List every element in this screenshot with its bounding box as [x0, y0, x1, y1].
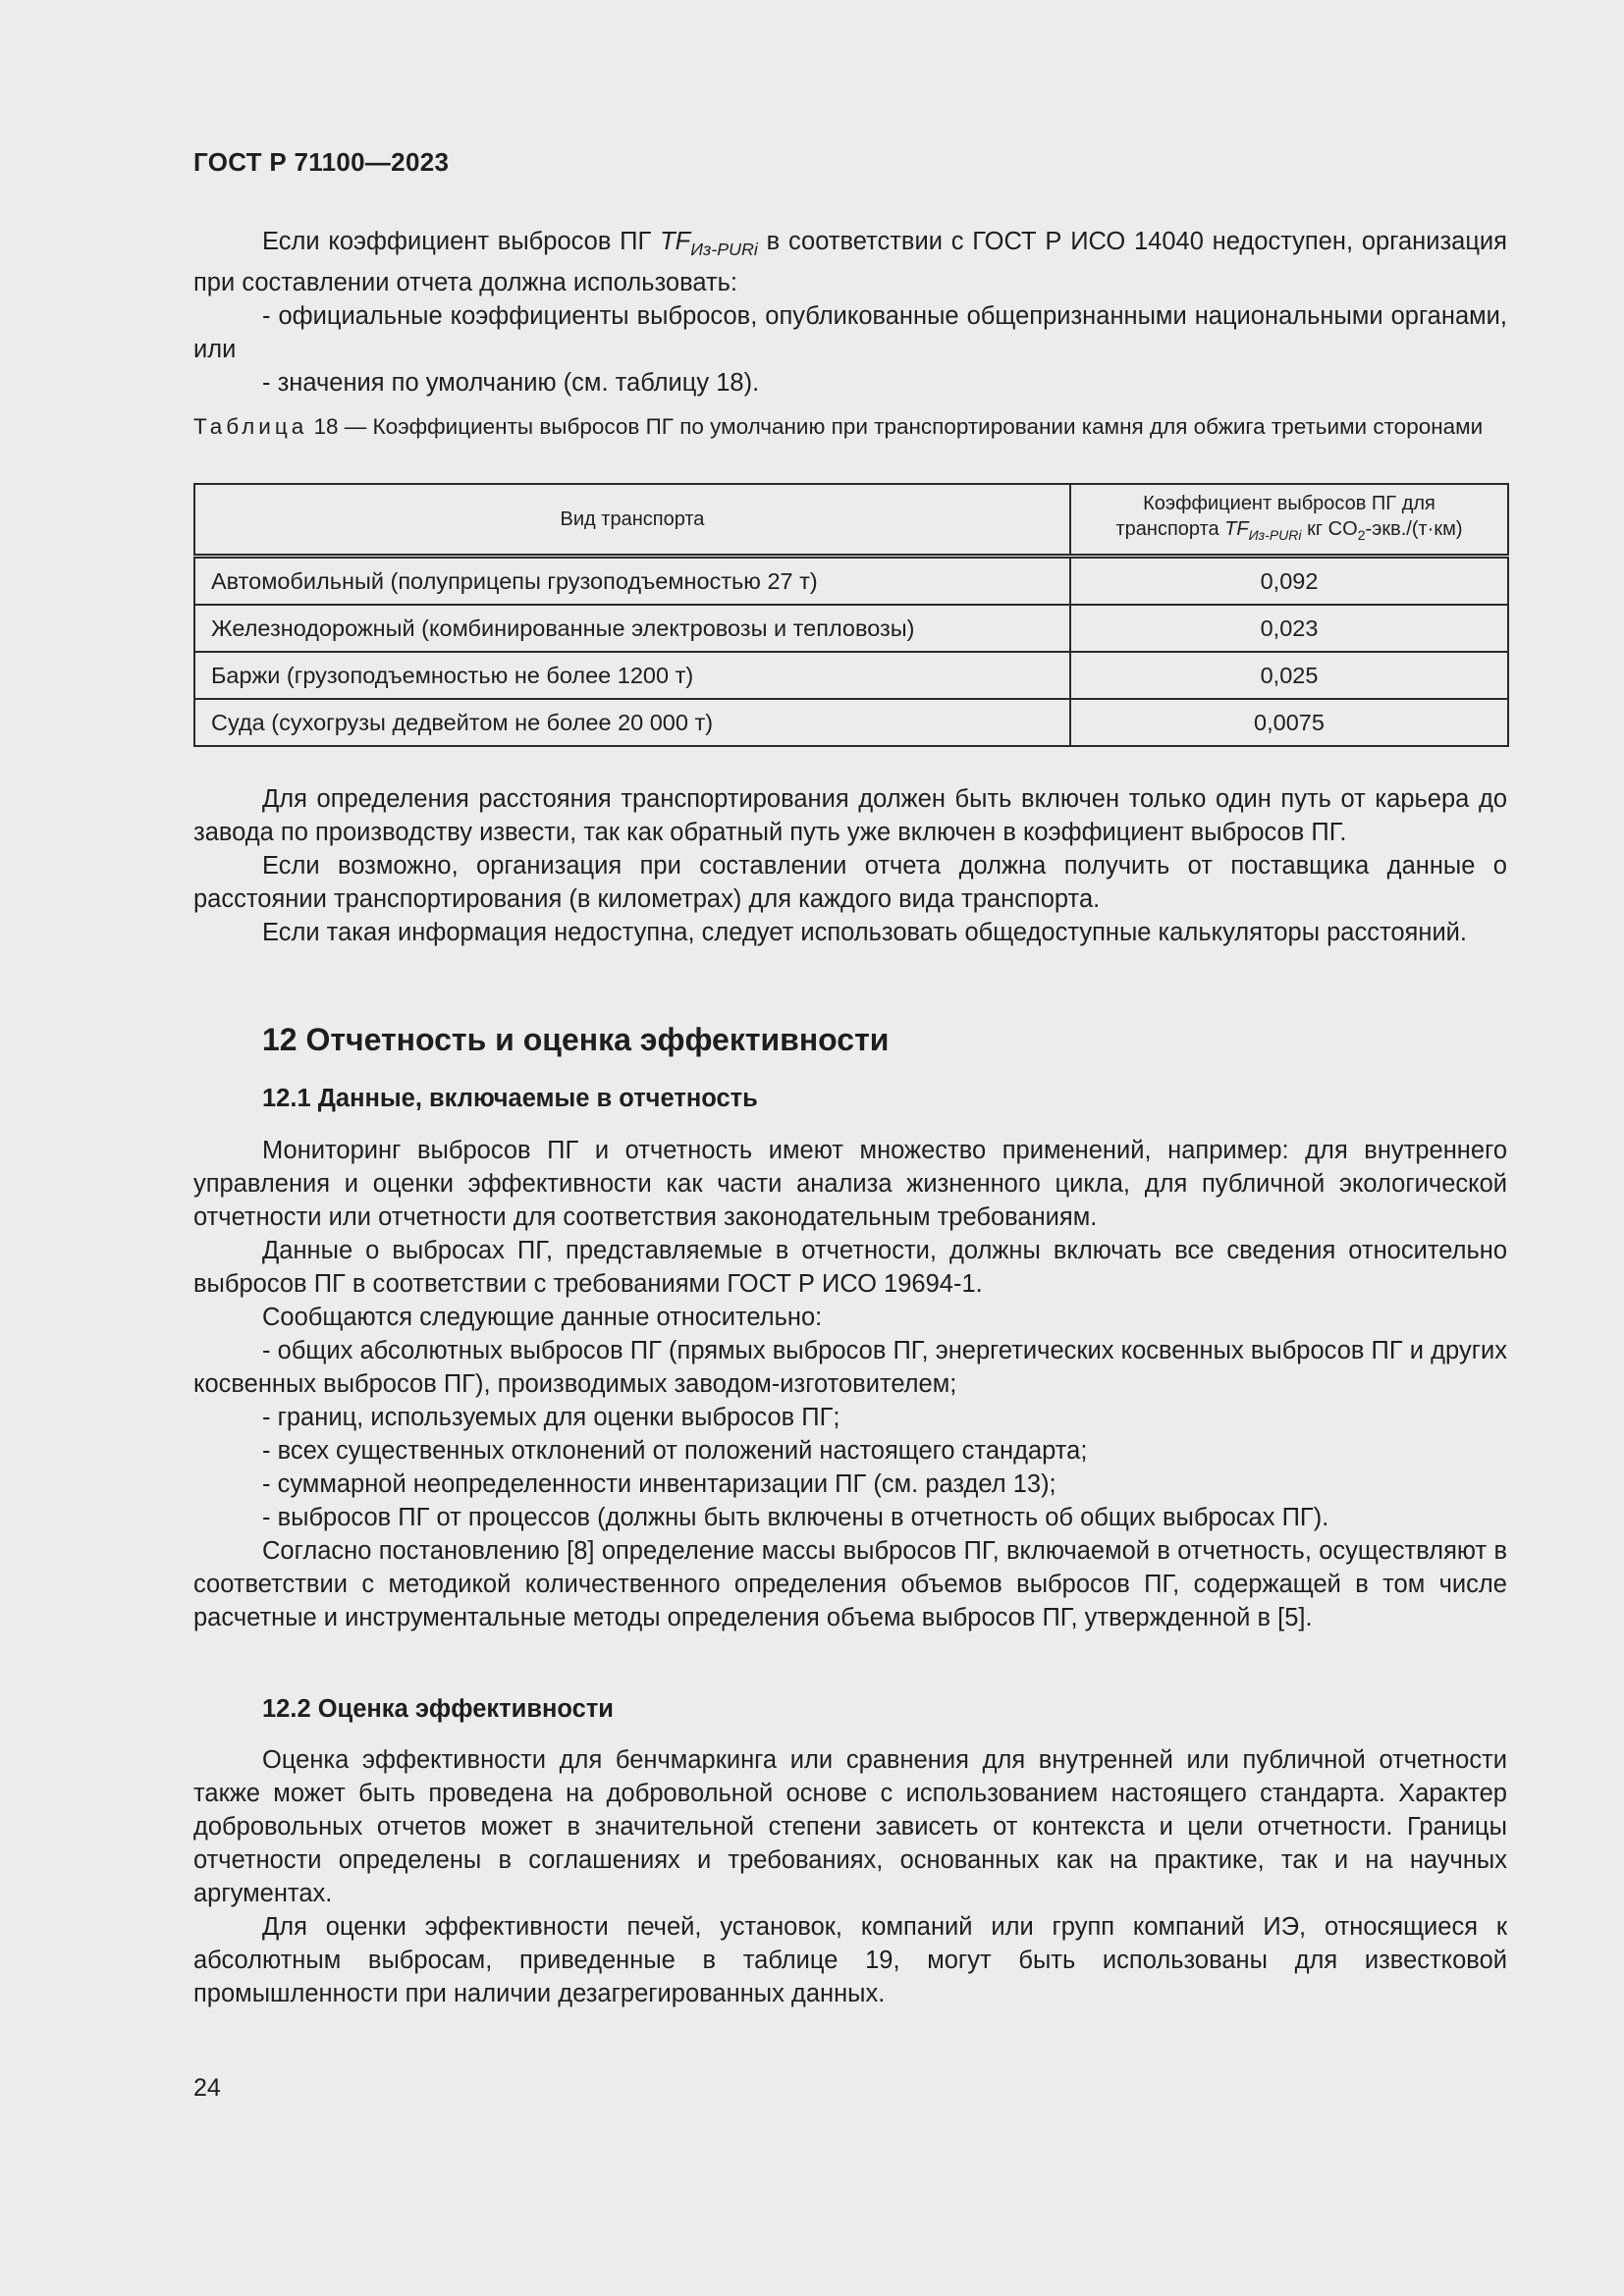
transport-cell: Суда (сухогрузы дедвейтом не более 20 000 т): [194, 699, 1070, 746]
after-table-paragraph-3: Если такая информация недоступна, следует использовать общедоступные калькуляторы расстояний.: [262, 919, 1468, 946]
header-ef-line1: Коэффициент выбросов ПГ для: [1143, 493, 1435, 514]
table-caption-prefix: Таблица: [193, 414, 308, 439]
table-header-row: [194, 484, 1508, 557]
list-item: - границ, используемых для оценки выбросов ПГ;: [262, 1404, 840, 1431]
after-table-paragraph-2: Если возможно, организация при составлении отчета должна получить от поставщика данные о расстоянии транспортирования (в километрах) для каждого вида транспорта.: [193, 852, 1507, 913]
s12-1-paragraph-1: Мониторинг выбросов ПГ и отчетность имеют множество применений, например: для внутреннего управления и оценки эффективности как части анализа жизненного цикла, для публичной экологической отчетности или отчетности для соответствия законодательным требованиям.: [193, 1137, 1507, 1231]
tf-symbol: [660, 228, 758, 260]
value-cell: 0,023: [1070, 605, 1508, 652]
s12-2-paragraph-2: Для оценки эффективности печей, установок, компаний или групп компаний ИЭ, относящиеся к абсолютным выбросам, приведенные в таблице 19, могут быть использованы для известковой промышленности при наличии дезагрегированных данных.: [193, 1913, 1507, 2007]
after-table-paragraph-1: Для определения расстояния транспортирования должен быть включен только один путь от карьера до завода по производству извести, так как обратный путь уже включен в коэффициент выбросов ПГ.: [193, 785, 1507, 846]
header-transport-type: Вид транспорта: [194, 484, 1070, 557]
header-emission-factor: [1070, 484, 1508, 557]
value-cell: 0,092: [1070, 557, 1508, 606]
table-row: [194, 699, 1508, 746]
s12-1-paragraph-2: Данные о выбросах ПГ, представляемые в отчетности, должны включать все сведения относительно выбросов ПГ в соответствии с требованиями ГОСТ Р ИСО 19694-1.: [193, 1237, 1507, 1298]
intro-text-b: в соответствии с ГОСТ Р ИСО 14040 недоступен, организация при составлении отчета должна использовать:: [193, 228, 1507, 297]
table-caption-text: 18 — Коэффициенты выбросов ПГ по умолчанию при транспортировании камня для обжига третьими сторонами: [307, 414, 1484, 439]
list-item: - суммарной неопределенности инвентаризации ПГ (см. раздел 13);: [262, 1470, 1056, 1498]
subsection-12-1-heading: 12.1 Данные, включаемые в отчетность: [262, 1085, 758, 1112]
tf-subscript: Из-PURi: [690, 240, 758, 260]
subsection-12-1-body: [193, 1134, 1507, 1634]
table-row: [194, 652, 1508, 699]
list-item: - выбросов ПГ от процессов (должны быть включены в отчетность об общих выбросах ПГ).: [262, 1504, 1329, 1531]
intro-paragraph: [193, 225, 1507, 299]
header-tf-symbol: [1224, 518, 1302, 543]
emission-factors-table: [193, 483, 1509, 747]
intro-text-a: Если коэффициент выбросов ПГ: [262, 228, 661, 255]
after-table-block: [193, 782, 1507, 949]
table-row: [194, 605, 1508, 652]
table-caption: [193, 412, 1507, 442]
s12-1-paragraph-4: Согласно постановлению [8] определение массы выбросов ПГ, включаемой в отчетность, осуществляют в соответствии с методикой количественного определения объемов выбросов ПГ, содержащей в том числе расчетные и инструментальные методы определения объема выбросов ПГ, утвержденной в [5].: [193, 1537, 1507, 1631]
document-id-header: ГОСТ Р 71100—2023: [193, 147, 450, 177]
subsection-12-2-heading: 12.2 Оценка эффективности: [262, 1695, 614, 1723]
tf-main: TF: [660, 228, 691, 255]
value-cell: 0,025: [1070, 652, 1508, 699]
intro-bullet-1: - официальные коэффициенты выбросов, опубликованные общепризнанными национальными органами, или: [193, 302, 1507, 364]
list-item: - всех существенных отклонений от положений настоящего стандарта;: [262, 1437, 1088, 1465]
section-12-heading: 12 Отчетность и оценка эффективности: [262, 1022, 890, 1057]
subsection-12-2-body: [193, 1743, 1507, 2010]
transport-cell: Баржи (грузоподъемностью не более 1200 т): [194, 652, 1070, 699]
header-tf-main: TF: [1224, 518, 1249, 540]
header-tf-subscript: Из-PURi: [1248, 527, 1302, 543]
header-ef-line2: [1115, 518, 1463, 543]
table-row: [194, 557, 1508, 606]
intro-bullet-2: - значения по умолчанию (см. таблицу 18).: [262, 369, 760, 398]
value-cell: 0,0075: [1070, 699, 1508, 746]
header-co2-subscript: 2: [1357, 527, 1366, 543]
intro-block: [193, 225, 1507, 400]
list-item: - общих абсолютных выбросов ПГ (прямых выбросов ПГ, энергетических косвенных выбросов ПГ и других косвенных выбросов ПГ), производимых заводом-изготовителем;: [193, 1337, 1507, 1398]
transport-cell: Железнодорожный (комбинированные электровозы и тепловозы): [194, 605, 1070, 652]
s12-1-paragraph-3: Сообщаются следующие данные относительно:: [262, 1304, 823, 1331]
header-ef-c: -экв./(т·км): [1365, 518, 1463, 540]
header-ef-b: кг CO: [1301, 518, 1358, 540]
s12-2-paragraph-1: Оценка эффективности для бенчмаркинга или сравнения для внутренней или публичной отчетности также может быть проведена на добровольной основе с использованием настоящего стандарта. Характер добровольных отчетов может в значительной степени зависеть от контекста и цели отчетности. Границы отчетности определены в соглашениях и требованиях, основанных как на практике, так и на научных аргументах.: [193, 1746, 1507, 1907]
header-ef-a: транспорта: [1115, 518, 1225, 540]
page-number: 24: [193, 2074, 221, 2102]
transport-cell: Автомобильный (полуприцепы грузоподъемностью 27 т): [194, 557, 1070, 606]
